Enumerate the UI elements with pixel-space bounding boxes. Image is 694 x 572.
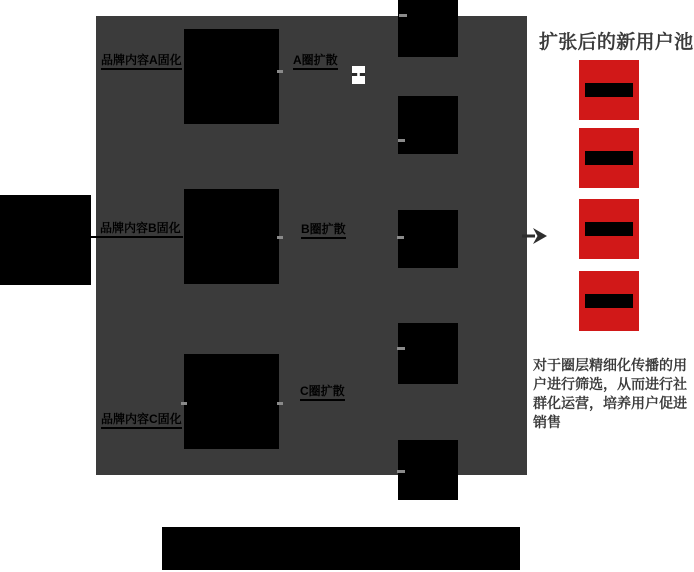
user-box-4-mark [397,347,405,350]
user-group-box-3 [398,210,458,268]
pool-label-bar [585,294,633,308]
source-box [0,195,91,285]
user-group-box-1 [398,0,458,57]
row-b-connector-line [88,236,183,238]
user-box-1-mark [399,14,407,17]
content-box-b [184,189,279,284]
user-group-box-2 [398,96,458,154]
user-group-box-5 [398,440,458,500]
flow-arrow-icon [522,227,548,245]
new-user-pool-box-2 [579,128,639,188]
pool-label-bar [585,222,633,236]
box-b-right-tick [277,236,283,239]
user-group-box-4 [398,323,458,384]
new-user-pool-title: 扩张后的新用户池 [539,32,694,53]
user-box-2-mark [398,139,405,142]
main-flow-panel [96,16,527,475]
user-box-5-mark [397,470,405,473]
content-box-a [184,29,279,124]
pool-label-bar [585,83,633,97]
pool-label-bar [585,151,633,165]
user-box-3-mark [397,236,404,239]
content-c-label: 品牌内容C固化 [101,413,182,429]
pool-description-text: 对于圈层精细化传播的用户进行筛选，从而进行社群化运营，培养用户促进销售 [533,357,687,430]
spread-a-label: A圈扩散 [293,54,338,70]
content-box-c [184,354,279,449]
content-a-label: 品牌内容A固化 [101,54,182,70]
content-b-label: 品牌内容B固化 [100,221,181,235]
spread-c-label: C圈扩散 [300,385,345,401]
dashed-line-icon [352,73,365,76]
new-user-pool-box-4 [579,271,639,331]
new-user-pool-box-3 [579,199,639,259]
bottom-title-bar [162,527,520,570]
box-a-right-tick [277,70,283,73]
new-user-pool-box-1 [579,60,639,120]
content-card-icon [352,66,365,84]
box-c-right-tick [277,402,283,405]
box-c-left-tick [181,402,187,405]
spread-b-label: B圈扩散 [301,223,346,239]
